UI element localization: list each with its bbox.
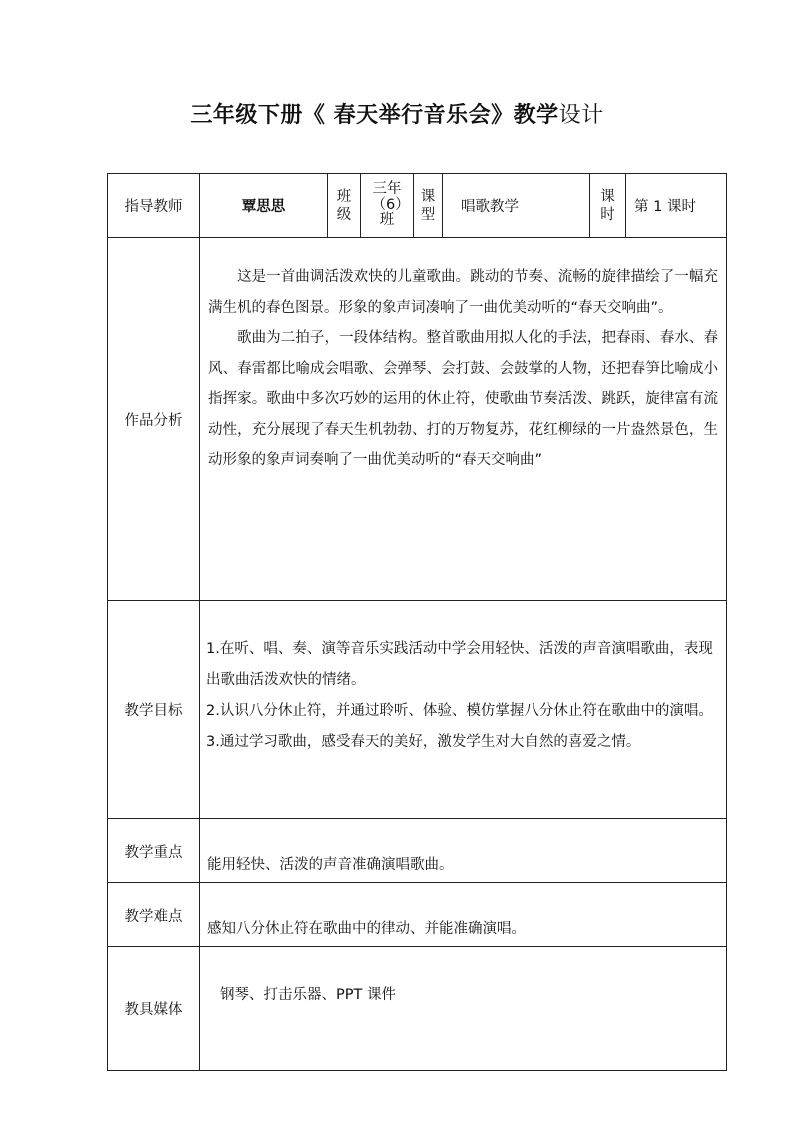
analysis-content [200,238,727,601]
analysis-paragraph: 这是一首曲调活泼欢快的儿童歌曲。跳动的节奏、流畅的旋律描绘了一幅充满生机的春色图景。形象的象声词凑响了一曲优美动听的“春天交响曲”。 [208,269,718,316]
goal-item: 1.在听、唱、奏、演等音乐实践活动中学会用轻快、活泼的声音演唱歌曲，表现出歌曲活泼欢快的情绪。 [206,641,713,688]
title-normal: 设计 [558,103,604,128]
goals-content [200,601,727,819]
page-title [0,98,794,129]
type-value: 唱歌教学 [443,174,590,238]
analysis-paragraph: 歌曲为二拍子，一段体结构。整首歌曲用拟人化的手法，把春雨、春水、春风、春雷都比喻成会唱歌、会弹琴、会打鼓、会鼓掌的人物，还把春笋比喻成小指挥家。歌曲中多次巧妙的运用的休止符，使歌曲节奏活泼、跳跃，旋律富有流动性，充分展现了春天生机勃勃、打的万物复苏，花红柳绿的一片盎然景色，生动形象的象声词奏响了一曲优美动听的“春天交响曲” [208,330,718,468]
key-point-row [108,819,727,883]
media-content: 钢琴、打击乐器、PPT 课件 [200,947,727,1071]
period-value: 第 1 课时 [626,174,727,238]
difficulty-row [108,883,727,947]
difficulty-label: 教学难点 [108,883,200,947]
difficulty-content: 感知八分休止符在歌曲中的律动、并能准确演唱。 [200,883,727,947]
class-value: 三年（6）班 [361,174,414,238]
header-row [108,174,727,238]
goal-item: 3.通过学习歌曲，感受春天的美好，激发学生对大自然的喜爱之情。 [206,734,641,750]
analysis-label: 作品分析 [108,238,200,601]
teacher-label: 指导教师 [108,174,200,238]
goal-item: 2.认识八分休止符，并通过聆听、体验、模仿掌握八分休止符在歌曲中的演唱。 [206,703,713,719]
lesson-plan-table [107,173,727,1071]
key-point-label: 教学重点 [108,819,200,883]
key-point-content: 能用轻快、活泼的声音准确演唱歌曲。 [200,819,727,883]
media-row [108,947,727,1071]
goals-label: 教学目标 [108,601,200,819]
title-bold: 三年级下册《 春天举行音乐会》教学 [190,103,559,128]
teacher-name: 覃思思 [200,174,328,238]
class-label: 班级 [328,174,361,238]
media-label: 教具媒体 [108,947,200,1071]
period-label: 课时 [590,174,626,238]
type-label: 课型 [414,174,443,238]
goals-row [108,601,727,819]
analysis-row [108,238,727,601]
